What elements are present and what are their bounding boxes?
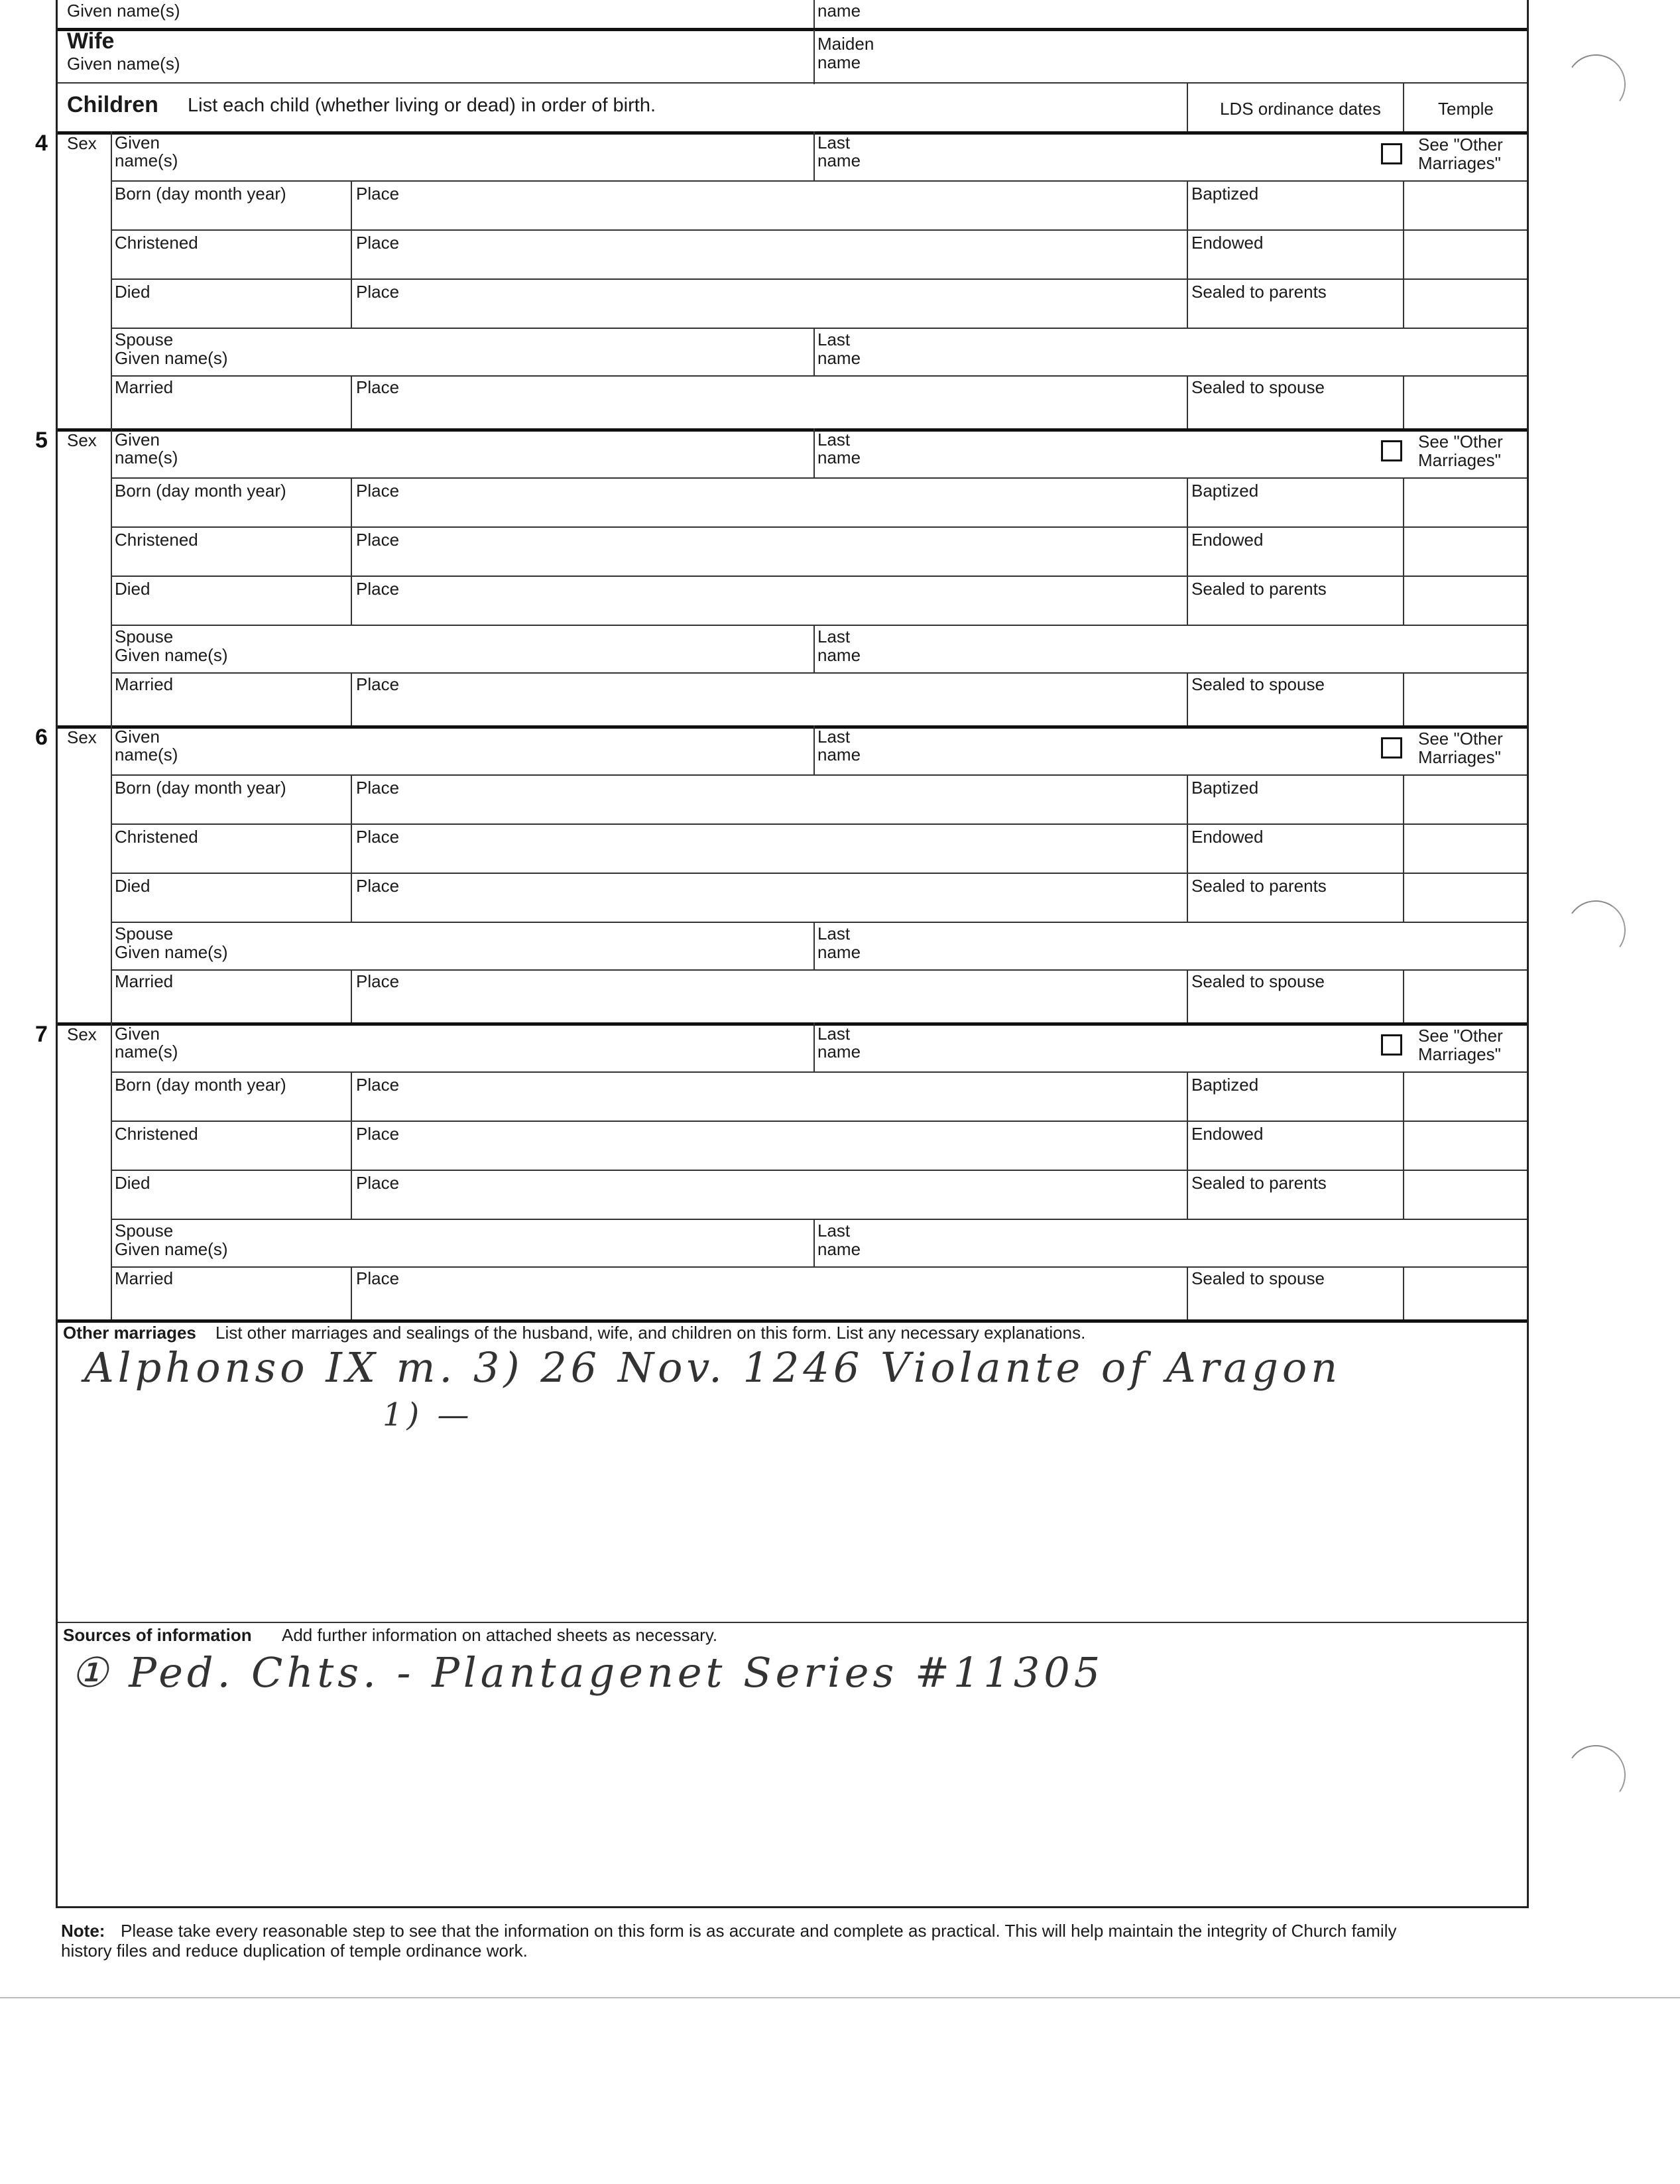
divider <box>813 1022 815 1071</box>
baptized-label: Baptized <box>1191 184 1259 204</box>
spouse-label: Spouse <box>115 1221 174 1241</box>
sealed-parents-label: Sealed to parents <box>1191 282 1327 302</box>
last-name-label: Last <box>817 727 851 747</box>
divider <box>1187 180 1188 329</box>
spouse-given-label: Given name(s) <box>115 942 228 962</box>
given-label: name(s) <box>115 1042 178 1062</box>
divider <box>58 428 1527 432</box>
sealed-spouse-label: Sealed to spouse <box>1191 971 1325 991</box>
divider <box>1403 1071 1404 1220</box>
child-block-7 <box>35 1022 1527 1319</box>
divider <box>111 922 1527 923</box>
divider <box>1403 84 1404 132</box>
last-name-label: Last <box>817 627 851 646</box>
sources-instruction: Add further information on attached sheets as necessary. <box>282 1625 718 1645</box>
died-label: Died <box>115 876 150 896</box>
last-name-label: Last <box>817 133 851 152</box>
divider <box>111 672 1527 674</box>
wife-given-label: Given name(s) <box>67 54 180 74</box>
other-marriages-handwriting: 1) — <box>383 1396 473 1433</box>
spouse-given-label: Given name(s) <box>115 645 228 665</box>
divider <box>111 278 1527 280</box>
spouse-label: Spouse <box>115 924 174 943</box>
born-label: Born (day month year) <box>115 778 286 798</box>
sealed-parents-label: Sealed to parents <box>1191 579 1327 599</box>
divider <box>111 1121 1527 1122</box>
see-other-marriages-checkbox[interactable] <box>1381 1034 1402 1056</box>
married-label: Married <box>115 674 174 694</box>
divider <box>813 30 815 84</box>
family-group-record-form <box>35 0 1529 1908</box>
child-block-4 <box>35 131 1527 428</box>
divider <box>1403 774 1404 923</box>
last-name-label: name <box>817 348 861 368</box>
divider <box>111 823 1527 825</box>
endowed-label: Endowed <box>1191 233 1264 253</box>
other-marriages-section <box>58 1322 1527 1622</box>
divider <box>111 1022 112 1319</box>
place-label: Place <box>356 1075 400 1095</box>
see-other-marriages-label: See "Other <box>1418 432 1503 452</box>
child-block-6 <box>35 725 1527 1022</box>
divider <box>111 969 1527 971</box>
place-label: Place <box>356 827 400 847</box>
divider <box>111 774 1527 776</box>
divider <box>111 328 1527 329</box>
divider <box>58 1022 1527 1026</box>
sources-handwriting: ① Ped. Chts. - Plantagenet Series #11305 <box>71 1648 1105 1697</box>
died-label: Died <box>115 282 150 302</box>
lds-ordinance-header: LDS ordinance dates <box>1220 99 1381 119</box>
note-title: Note: <box>61 1921 105 1941</box>
wife-maiden-label: Maiden <box>817 34 874 54</box>
see-other-marriages-label: Marriages" <box>1418 153 1501 173</box>
born-label: Born (day month year) <box>115 481 286 501</box>
divider <box>111 180 1527 182</box>
child-number: 4 <box>35 131 48 156</box>
place-label: Place <box>356 971 400 991</box>
born-label: Born (day month year) <box>115 1075 286 1095</box>
given-label: name(s) <box>115 448 178 467</box>
see-other-marriages-checkbox[interactable] <box>1381 440 1402 461</box>
divider <box>813 428 815 477</box>
spouse-given-label: Given name(s) <box>115 1239 228 1259</box>
place-label: Place <box>356 1268 400 1288</box>
other-marriages-handwriting: Alphonso IX m. 3) 26 Nov. 1246 Violante of Aragon <box>84 1343 1342 1392</box>
divider <box>58 82 1527 84</box>
divider <box>58 725 1527 729</box>
christened-label: Christened <box>115 530 198 550</box>
given-label: Given <box>115 1024 160 1044</box>
divider <box>351 1266 352 1319</box>
divider <box>351 774 352 923</box>
divider <box>351 180 352 329</box>
divider <box>1187 477 1188 626</box>
child-number: 6 <box>35 725 48 750</box>
see-other-marriages-label: See "Other <box>1418 729 1503 749</box>
divider <box>351 477 352 626</box>
place-label: Place <box>356 876 400 896</box>
binder-hole-mark <box>1561 896 1630 965</box>
given-label: name(s) <box>115 151 178 170</box>
last-name-label: name <box>817 151 861 170</box>
divider <box>111 477 1527 479</box>
divider <box>111 1071 1527 1073</box>
divider <box>1187 774 1188 923</box>
given-label: Given <box>115 727 160 747</box>
born-label: Born (day month year) <box>115 184 286 204</box>
given-label: name(s) <box>115 745 178 764</box>
husband-last-name-label: name <box>817 1 861 21</box>
sealed-spouse-label: Sealed to spouse <box>1191 674 1325 694</box>
children-instruction: List each child (whether living or dead) in order of birth. <box>188 95 656 116</box>
last-name-label: name <box>817 745 861 764</box>
died-label: Died <box>115 1173 150 1193</box>
place-label: Place <box>356 233 400 253</box>
binder-hole-mark <box>1561 50 1630 119</box>
last-name-label: name <box>817 1239 861 1259</box>
place-label: Place <box>356 481 400 501</box>
married-label: Married <box>115 1268 174 1288</box>
divider <box>813 625 815 672</box>
divider <box>111 131 112 428</box>
wife-maiden-label: name <box>817 52 861 72</box>
place-label: Place <box>356 1173 400 1193</box>
divider <box>111 576 1527 577</box>
last-name-label: Last <box>817 924 851 943</box>
divider <box>813 131 815 180</box>
given-label: Given <box>115 430 160 450</box>
divider <box>813 0 815 30</box>
place-label: Place <box>356 377 400 397</box>
divider <box>1187 969 1188 1022</box>
divider <box>111 526 1527 528</box>
last-name-label: Last <box>817 1221 851 1241</box>
divider <box>111 625 1527 626</box>
temple-header: Temple <box>1438 99 1494 119</box>
died-label: Died <box>115 579 150 599</box>
divider <box>1403 1266 1404 1319</box>
see-other-marriages-label: Marriages" <box>1418 1044 1501 1064</box>
child-block-5 <box>35 428 1527 725</box>
see-other-marriages-label: Marriages" <box>1418 450 1501 470</box>
place-label: Place <box>356 778 400 798</box>
married-label: Married <box>115 971 174 991</box>
christened-label: Christened <box>115 1124 198 1144</box>
last-name-label: Last <box>817 430 851 450</box>
endowed-label: Endowed <box>1191 827 1264 847</box>
divider <box>1187 1266 1188 1319</box>
divider <box>813 922 815 969</box>
endowed-label: Endowed <box>1191 1124 1264 1144</box>
last-name-label: name <box>817 1042 861 1062</box>
spouse-label: Spouse <box>115 330 174 349</box>
place-label: Place <box>356 674 400 694</box>
divider <box>813 725 815 774</box>
divider <box>111 1266 1527 1268</box>
divider <box>351 375 352 428</box>
last-name-label: name <box>817 448 861 467</box>
divider <box>111 229 1527 231</box>
sealed-parents-label: Sealed to parents <box>1191 876 1327 896</box>
place-label: Place <box>356 1124 400 1144</box>
baptized-label: Baptized <box>1191 778 1259 798</box>
place-label: Place <box>356 530 400 550</box>
sex-label: Sex <box>67 133 97 153</box>
divider <box>111 873 1527 874</box>
binder-hole-mark <box>1561 1740 1630 1809</box>
endowed-label: Endowed <box>1191 530 1264 550</box>
last-name-label: name <box>817 645 861 665</box>
divider <box>1187 375 1188 428</box>
see-other-marriages-checkbox[interactable] <box>1381 143 1402 164</box>
page-edge <box>0 1997 1680 1998</box>
married-label: Married <box>115 377 174 397</box>
divider <box>111 725 112 1022</box>
place-label: Place <box>356 184 400 204</box>
place-label: Place <box>356 579 400 599</box>
sources-title: Sources of information <box>63 1625 252 1645</box>
see-other-marriages-label: See "Other <box>1418 1026 1503 1046</box>
baptized-label: Baptized <box>1191 1075 1259 1095</box>
sources-section <box>58 1624 1527 1907</box>
divider <box>351 1071 352 1220</box>
sealed-spouse-label: Sealed to spouse <box>1191 1268 1325 1288</box>
divider <box>58 131 1527 135</box>
divider <box>1403 375 1404 428</box>
divider <box>813 328 815 375</box>
other-marriages-title: Other marriages <box>63 1323 196 1343</box>
last-name-label: name <box>817 942 861 962</box>
divider <box>1187 672 1188 725</box>
place-label: Place <box>356 282 400 302</box>
husband-given-label: Given name(s) <box>67 1 180 21</box>
child-number: 7 <box>35 1022 48 1047</box>
child-number: 5 <box>35 428 48 453</box>
last-name-label: Last <box>817 330 851 349</box>
divider <box>58 28 1527 31</box>
christened-label: Christened <box>115 233 198 253</box>
see-other-marriages-label: See "Other <box>1418 135 1503 154</box>
christened-label: Christened <box>115 827 198 847</box>
divider <box>351 969 352 1022</box>
wife-title: Wife <box>67 29 115 54</box>
sealed-spouse-label: Sealed to spouse <box>1191 377 1325 397</box>
see-other-marriages-checkbox[interactable] <box>1381 737 1402 758</box>
divider <box>1187 1071 1188 1220</box>
sealed-parents-label: Sealed to parents <box>1191 1173 1327 1193</box>
note-text: Please take every reasonable step to see that the information on this form is as accurate and complete as practical. This will help maintain the integrity of Church family <box>121 1921 1397 1941</box>
children-title: Children <box>67 92 158 117</box>
spouse-label: Spouse <box>115 627 174 646</box>
divider <box>111 1219 1527 1220</box>
spouse-given-label: Given name(s) <box>115 348 228 368</box>
divider <box>1187 84 1188 132</box>
divider <box>111 1170 1527 1171</box>
divider <box>111 375 1527 377</box>
baptized-label: Baptized <box>1191 481 1259 501</box>
sex-label: Sex <box>67 727 97 747</box>
divider <box>1403 477 1404 626</box>
note-text: history files and reduce duplication of temple ordinance work. <box>61 1941 528 1961</box>
divider <box>1403 180 1404 329</box>
other-marriages-instruction: List other marriages and sealings of the husband, wife, and children on this form. List any necessary explanations. <box>215 1323 1086 1343</box>
see-other-marriages-label: Marriages" <box>1418 747 1501 767</box>
divider <box>111 428 112 725</box>
sex-label: Sex <box>67 1024 97 1044</box>
given-label: Given <box>115 133 160 152</box>
divider <box>1403 672 1404 725</box>
last-name-label: Last <box>817 1024 851 1044</box>
sex-label: Sex <box>67 430 97 450</box>
divider <box>351 672 352 725</box>
divider <box>813 1219 815 1266</box>
divider <box>1403 969 1404 1022</box>
divider <box>58 1622 1527 1623</box>
